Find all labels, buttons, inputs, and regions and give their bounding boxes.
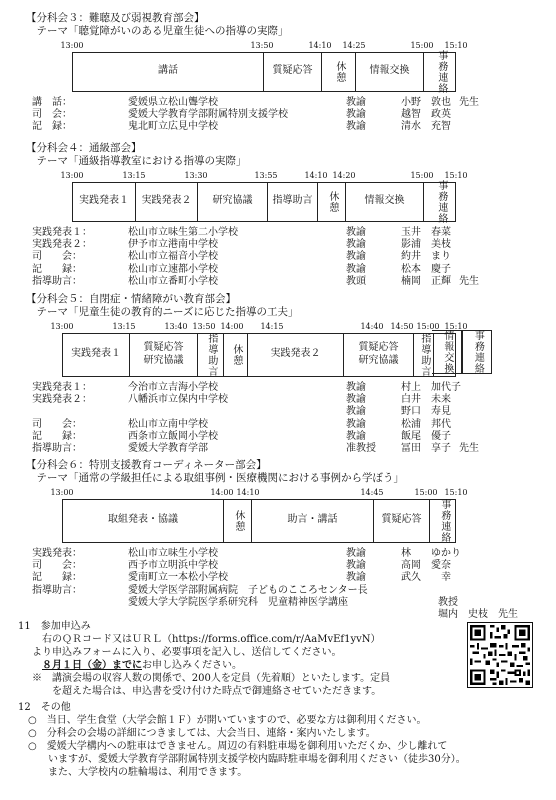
person-row: 指導助言： 松山市立番町小学校 教頭 楠岡 正輝 先生 [32,276,479,288]
section-6-people [26,548,546,622]
time-label: 13:00 [50,321,74,331]
section-5-theme: テーマ「児童生徒の教育的ニーズに応じた指導の工夫」 [26,306,299,319]
section-4-heading: 【分科会４：通級部会】 [26,142,142,154]
registration-note-2: を超えた場合は、申込書を受け付けた時点で御連絡させていただきます。 [32,686,382,697]
section-4 [26,142,546,288]
registration-deadline: ８月１日（金）までに [42,660,142,671]
person-row: 講 話： 愛媛県立松山聾学校 教諭 小野 敦也 先生 [32,96,479,108]
time-label: 13:00 [50,487,74,497]
time-label: 14:00 [220,321,244,331]
other-item: ○ 愛媛大学構内への駐車はできません。周辺の有料駐車場を御利用いただくか、少し離れて [28,741,448,752]
time-label: 15:10 [444,170,468,180]
section-12-heading: 12 その他 [18,702,71,713]
schedule-cell-presentation-2: 実践発表２ [135,183,197,221]
schedule-cell-admin: 事務連絡 [429,500,457,542]
qr-code-icon[interactable] [467,622,533,688]
schedule-cell-guidance-2: 指導助言 [413,334,433,376]
time-label: 15:10 [444,40,468,50]
section-4-theme: テーマ「通級指導教室における指導の実際」 [26,155,247,168]
schedule-cell-lecture: 講話 [158,65,178,77]
person-row: 司 会： 松山市立南中学校 教諭 松浦 邦代 [32,418,451,430]
section-5-schedule [62,333,456,377]
other-item: また、大学校内の駐輪場は、利用できます。 [28,767,248,778]
time-label: 14:10 [308,40,332,50]
person-row: 司 会： 愛媛大学教育学部附属特別支援学校 教諭 越智 政英 [32,109,451,121]
other-item: いますが、愛媛大学教育学部附属特別支援学校内臨時駐車場を御利用ください（徒歩30分）。 [28,754,466,765]
time-label: 15:00 [410,40,434,50]
time-label: 13:55 [254,170,278,180]
time-label: 13:00 [60,40,84,50]
time-label: 15:10 [444,321,468,331]
schedule-cell-qa: 質疑応答 [373,500,429,542]
schedule-cell-presentation-1: 実践発表１ [71,348,121,360]
time-label: 14:00 [210,487,234,497]
schedule-cell-presentation-2: 実践発表２ [247,334,343,376]
time-label: 13:30 [184,170,208,180]
schedule-cell-info-exchange: 情報交換 [345,183,423,221]
section-6-heading: 【分科会６：特別支援教育コーディネーター部会】 [26,459,267,471]
registration-instructions: より申込みフォームに入り、必要事項を記入し、送信してください。 [32,647,342,658]
section-4-timeline [26,171,546,182]
registration-deadline-line: ８月１日（金）までにお申し込みください。 [42,660,242,671]
schedule-cell-presentation-discussion: 取組発表・協議 [108,514,178,526]
time-label: 14:15 [260,321,284,331]
person-row: 記 録： 鬼北町立広見中学校 教諭 清水 充智 [32,121,451,133]
schedule-cell-admin: 事務連絡 [423,183,457,221]
schedule-cell-break: 休憩 [317,183,345,221]
section-4-people [26,227,546,288]
time-label: 13:15 [112,321,136,331]
section-3-heading: 【分科会３：難聴及び弱視教育部会】 [26,12,205,24]
schedule-cell-break: 休憩 [223,334,247,376]
schedule-cell-presentation-1: 実践発表１ [79,195,129,207]
section-3 [26,12,546,134]
schedule-cell-break: 休憩 [223,500,251,542]
person-row: 堀内 史枝 先生 [438,609,518,621]
section-12-other [18,702,548,780]
section-5-people [26,382,546,456]
person-row: 指導助言： 愛媛大学教育学部 准教授 冨田 享子 先生 [32,443,479,455]
schedule-cell-admin: 事務連絡 [462,330,492,374]
time-label: 14:10 [304,170,328,180]
schedule-cell-qa-discussion-2: 質疑応答 研究協議 [343,334,413,376]
person-row: 教諭 野口 寿見 [346,406,451,418]
schedule-cell-break: 休憩 [321,53,355,91]
section-6-schedule [62,499,456,543]
time-label: 13:00 [60,170,84,180]
person-row: 指導助言： 愛媛大学医学部附属病院 子どものこころセンター長 [32,584,368,596]
time-label: 13:15 [122,170,146,180]
person-row: 司 会： 西予市立明浜中学校 教諭 高岡 愛奈 [32,560,451,572]
person-row: 愛媛大学大学院医学系研究科 児童精神医学講座 教授 [128,597,458,609]
registration-url-text: 右のＱＲコード又はＵＲＬ（https://forms.office.com/r/AaMvEf1yvN） [42,634,381,645]
schedule-cell-info-exchange: 情報交換 [432,330,462,374]
section-3-schedule [72,49,456,94]
section-6-theme: テーマ「通常の学級担任による取組事例・医療機関における事例から学ぼう」 [26,472,404,485]
section-5-heading: 【分科会５：自閉症・情緒障がい教育部会】 [26,293,236,305]
schedule-cell-admin: 事務連絡 [423,53,457,91]
time-label: 13:50 [250,40,274,50]
time-label: 14:20 [332,170,356,180]
time-label: 14:45 [360,487,384,497]
time-label: 15:00 [416,321,440,331]
section-5 [26,293,546,456]
time-label: 14:10 [236,487,260,497]
schedule-cell-guidance-1: 指導助言 [197,334,223,376]
schedule-cell-qa-discussion-1: 質疑応答 研究協議 [129,334,197,376]
person-row: 実践発表２： 伊予市立港南中学校 教諭 影浦 美枝 [32,239,451,251]
person-row: 記 録： 松山市立速都小学校 教諭 松本 慶子 [32,263,451,275]
person-row: 実践発表１： 今治市立吉海小学校 教諭 村上 加代子 [32,381,461,393]
section-3-people [26,97,546,134]
schedule-cell-guidance: 指導助言 [267,183,317,221]
section-3-timeline [26,41,546,52]
section-6-timeline [26,488,546,499]
person-row: 司 会： 松山市立福音小学校 教諭 約井 まり [32,251,451,263]
other-item: ○ 分科会の会場の詳細につきましては、大会当日、連絡・案内いたします。 [28,728,376,739]
time-label: 13:50 [192,321,216,331]
time-label: 14:50 [390,321,414,331]
section-11-heading: 11 参加申込み [18,621,91,632]
person-row: 実践発表： 松山市立味生小学校 教諭 林 ゆかり [32,547,461,559]
person-row: 実践発表２： 八幡浜市立保内中学校 教諭 白井 未来 [32,394,451,406]
person-row: 記 録： 愛南町立一本松小学校 教諭 武久 幸 [32,572,451,584]
schedule-cell-info-exchange: 情報交換 [355,53,423,91]
other-item: ○ 当日、学生食堂（大学会館１Ｆ）が開いていますので、必要な方は御利用ください。 [28,715,427,726]
registration-note-1: ※ 講演会場の収容人数の関係で、200人を定員（先着順）といたします。定員 [32,673,391,684]
time-label: 13:40 [164,321,188,331]
time-label: 14:25 [342,40,366,50]
section-3-theme: テーマ「聴覚障がいのある児童生徒への指導の実際」 [26,25,289,38]
schedule-cell-qa: 質疑応答 [263,53,321,91]
schedule-cell-discussion: 研究協議 [197,183,267,221]
time-label: 15:00 [414,487,438,497]
schedule-cell-advice-lecture: 助言・講話 [251,500,373,542]
section-4-schedule [72,179,456,224]
time-label: 15:00 [410,170,434,180]
person-row: 記 録： 西条市立飯岡小学校 教諭 飯尾 優子 [32,431,451,443]
time-label: 14:40 [360,321,384,331]
time-label: 15:10 [444,487,468,497]
section-6 [26,459,546,622]
person-row: 実践発表１： 松山市立味生第二小学校 教諭 玉井 春菜 [32,226,451,238]
